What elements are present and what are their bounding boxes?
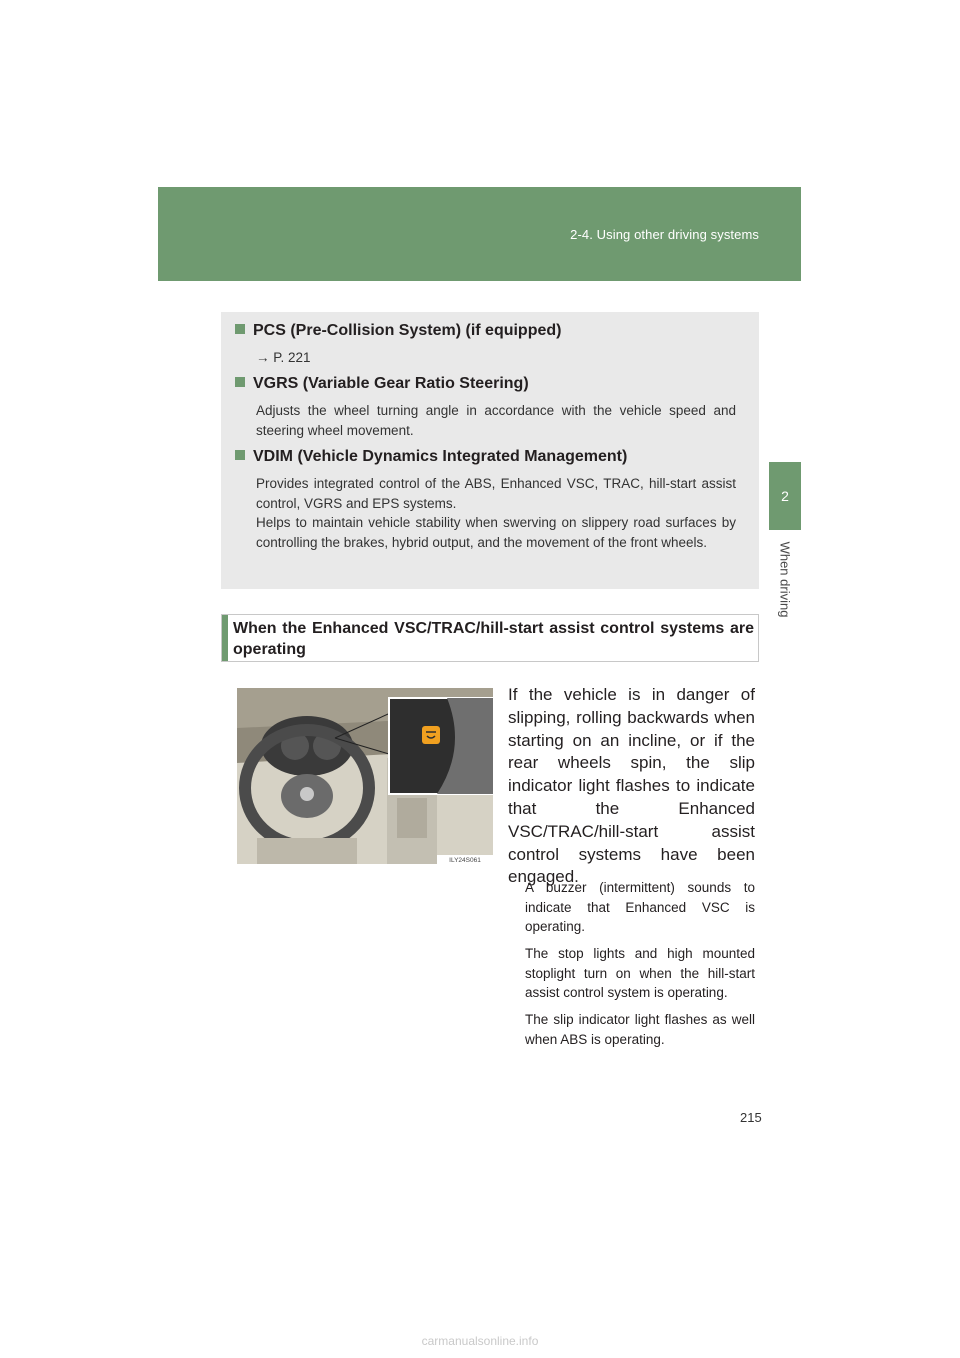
info-item-text: Adjusts the wheel turning angle in accordance with the vehicle speed and steering wheel movement.	[256, 403, 736, 438]
note-item: The slip indicator light flashes as well when ABS is operating.	[525, 1012, 755, 1047]
dashboard-illustration	[237, 688, 493, 864]
figure-code: ILY24S061	[449, 857, 481, 864]
dashboard-illustration-graphic	[237, 688, 493, 864]
square-bullet-icon	[235, 450, 245, 460]
section-title: When the Enhanced VSC/TRAC/hill-start assist control systems are operating	[233, 620, 754, 658]
watermark: carmanualsonline.info	[421, 1334, 539, 1348]
info-box	[221, 312, 759, 589]
section-heading	[221, 614, 759, 662]
info-item-title: PCS (Pre-Collision System) (if equipped)	[235, 322, 561, 340]
chapter-tab-label: When driving	[777, 541, 793, 618]
chapter-header	[158, 187, 801, 281]
info-item-title: VGRS (Variable Gear Ratio Steering)	[235, 375, 529, 393]
info-item-text: Helps to maintain vehicle stability when swerving on slippery road surfaces by controlling the brakes, hybrid output, and the movement of the front wheels.	[256, 515, 736, 550]
square-bullet-icon	[235, 324, 245, 334]
body-paragraph: If the vehicle is in danger of slipping, rolling backwards when starting on an incline, or if the rear wheels spin, the slip indicator light flashes to indicate that the Enhanced VSC/TRAC/hill-start assist control systems have been engaged.	[508, 685, 755, 887]
chapter-title: 2-4. Using other driving systems	[570, 227, 759, 242]
info-item-title: VDIM (Vehicle Dynamics Integrated Management)	[235, 448, 627, 466]
info-item-text: → P. 221	[256, 350, 311, 365]
note-item: A buzzer (intermittent) sounds to indicate that Enhanced VSC is operating.	[525, 880, 755, 934]
square-bullet-icon	[235, 377, 245, 387]
chapter-tab-number: 2	[769, 462, 801, 530]
section-accent-bar	[222, 615, 228, 661]
info-item-text: Provides integrated control of the ABS, Enhanced VSC, TRAC, hill-start assist control, VGRS and EPS systems.	[256, 476, 736, 511]
page-number: 215	[740, 1110, 762, 1125]
note-item: The stop lights and high mounted stoplight turn on when the hill-start assist control system is operating.	[525, 946, 755, 1000]
